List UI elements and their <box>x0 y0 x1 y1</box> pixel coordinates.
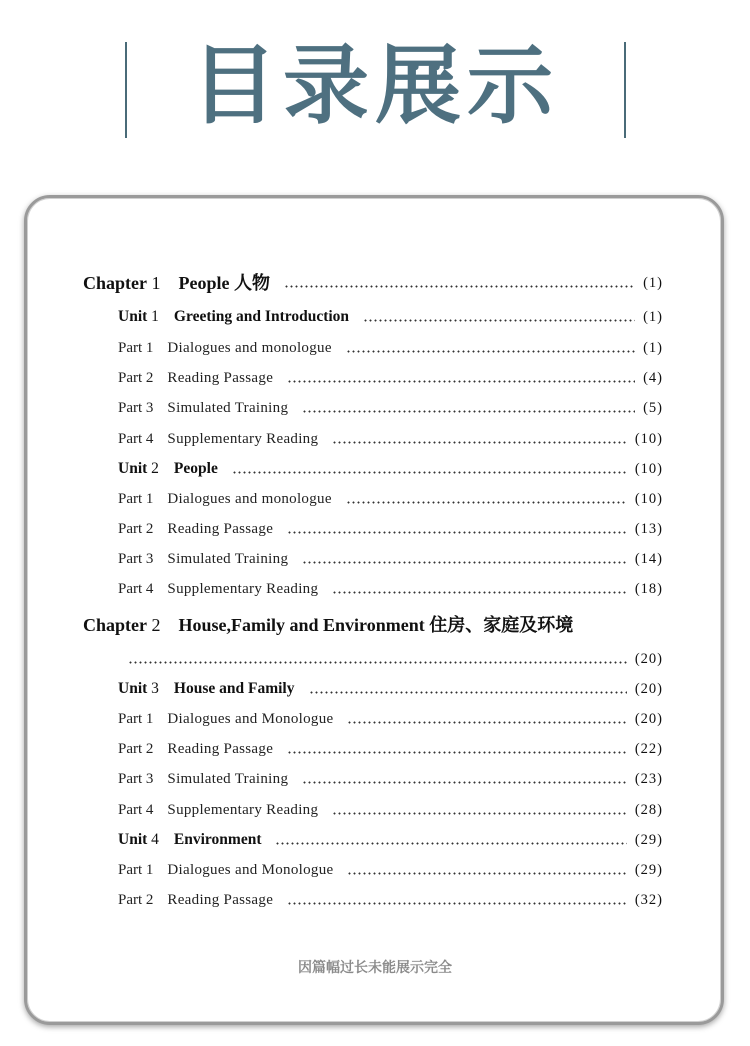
toc-entry <box>0 707 750 731</box>
toc-entry-kind: Unit <box>118 831 148 848</box>
toc-leader-dots <box>287 751 627 754</box>
toc-page-number: (10) <box>634 461 663 477</box>
toc-entry <box>0 798 750 822</box>
toc-entry <box>0 457 750 481</box>
toc-entry-kind: Unit <box>118 460 148 477</box>
toc-entry-number: 1 <box>147 308 159 325</box>
toc-entry <box>0 336 750 360</box>
toc-entry <box>0 828 750 852</box>
toc-page-number: (1) <box>643 275 663 291</box>
toc-leader-dots <box>332 812 627 815</box>
toc-entry-title: Dialogues and Monologue <box>167 862 334 878</box>
toc-page-number: (18) <box>634 581 663 597</box>
toc-entry <box>0 613 750 637</box>
toc-page-number: (5) <box>643 400 663 416</box>
toc-leader-dots <box>309 691 627 694</box>
toc-entry <box>0 647 750 671</box>
toc-entry-label <box>118 858 333 882</box>
toc-entry <box>0 677 750 701</box>
toc-leader-dots <box>347 872 626 875</box>
toc-entry <box>0 888 750 912</box>
toc-page-number: (14) <box>634 551 663 567</box>
toc-entry-number: 3 <box>147 680 159 697</box>
toc-entry-label <box>118 547 288 571</box>
toc-leader-dots <box>363 319 635 322</box>
toc-entry <box>0 487 750 511</box>
toc-entry-kind: Unit <box>118 680 148 697</box>
toc-entry-label <box>83 271 270 295</box>
toc-entry-title: Dialogues and monologue <box>167 491 332 507</box>
toc-leader-dots <box>302 410 635 413</box>
toc-entry-label <box>118 336 332 360</box>
toc-entry-title: Simulated Training <box>167 771 289 787</box>
toc-entry-title: People <box>173 460 218 477</box>
toc-entry-label <box>118 828 261 852</box>
toc-entry-title: Simulated Training <box>167 551 289 567</box>
page-title: 目录展示 <box>191 36 559 136</box>
toc-entry-kind: Part 3 <box>118 551 154 567</box>
toc-entry-label <box>118 396 288 420</box>
toc-leader-dots <box>287 380 635 383</box>
toc-entry <box>0 271 750 295</box>
toc-page-number: (20) <box>634 711 663 727</box>
toc-entry-kind: Part 1 <box>118 340 154 356</box>
toc-entry-kind: Part 3 <box>118 771 154 787</box>
toc-entry-title: Greeting and Introduction <box>173 308 350 325</box>
toc-entry-kind: Chapter <box>83 273 147 293</box>
toc-page-number: (20) <box>634 681 663 697</box>
toc-leader-dots <box>346 501 627 504</box>
toc-page-number: (13) <box>634 521 663 537</box>
toc-entry-label <box>118 487 332 511</box>
toc-page-number: (32) <box>634 892 663 908</box>
toc-entry-title: Environment <box>173 831 262 848</box>
toc-entry-label <box>118 305 349 329</box>
toc-leader-dots <box>287 902 627 905</box>
toc-entry <box>0 427 750 451</box>
toc-page-number: (20) <box>634 651 663 667</box>
toc-entry-kind: Part 2 <box>118 741 154 757</box>
toc-entry <box>0 737 750 761</box>
toc-entry-title: Reading Passage <box>167 892 274 908</box>
toc-entry-kind: Unit <box>118 308 148 325</box>
toc-entry-title: Dialogues and monologue <box>167 340 332 356</box>
toc-page-number: (22) <box>634 741 663 757</box>
toc-leader-dots <box>302 561 627 564</box>
toc-page-number: (29) <box>634 832 663 848</box>
toc-entry-kind: Part 4 <box>118 581 154 597</box>
toc-entry-number: 2 <box>147 460 159 477</box>
toc-entry <box>0 577 750 601</box>
toc-entry-label <box>118 577 318 601</box>
toc-entry <box>0 547 750 571</box>
toc-page-number: (10) <box>634 491 663 507</box>
toc-entry-title: Reading Passage <box>167 370 274 386</box>
toc-entry-kind: Part 3 <box>118 400 154 416</box>
toc-entry-title: Reading Passage <box>167 741 274 757</box>
toc-leader-dots <box>284 285 635 288</box>
toc-entry-label <box>118 737 273 761</box>
toc-entry <box>0 366 750 390</box>
toc-entry-number: 4 <box>147 831 159 848</box>
toc-entry <box>0 767 750 791</box>
toc-entry-label <box>118 457 218 481</box>
toc-entry-label <box>118 767 288 791</box>
toc-leader-dots <box>332 441 627 444</box>
toc-leader-dots <box>346 350 635 353</box>
toc-entry-kind: Part 1 <box>118 491 154 507</box>
toc-page-number: (23) <box>634 771 663 787</box>
toc-page-number: (1) <box>643 340 663 356</box>
toc-entry <box>0 305 750 329</box>
toc-entry-kind: Part 1 <box>118 711 154 727</box>
toc-entry-label <box>118 707 333 731</box>
toc-leader-dots <box>302 781 627 784</box>
toc-entry-title: People 人物 <box>178 273 270 293</box>
toc-entry-kind: Part 4 <box>118 802 154 818</box>
toc-page-number: (1) <box>643 309 663 325</box>
toc-page-number: (10) <box>634 431 663 447</box>
toc-leader-dots <box>287 531 627 534</box>
toc-entry-kind: Part 2 <box>118 521 154 537</box>
toc-entry-label <box>118 517 273 541</box>
toc-leader-dots <box>232 471 627 474</box>
toc-leader-dots <box>332 591 627 594</box>
toc-entry-kind: Chapter <box>83 615 147 635</box>
toc-entry <box>0 858 750 882</box>
toc-entry-title: Supplementary Reading <box>167 802 319 818</box>
toc-entry-label <box>118 888 273 912</box>
toc-leader-dots <box>347 721 626 724</box>
toc-entry-title: House and Family <box>173 680 295 697</box>
toc-entry-title: Dialogues and Monologue <box>167 711 334 727</box>
toc-entry-label <box>118 798 318 822</box>
toc-entry-kind: Part 2 <box>118 370 154 386</box>
toc-leader-dots <box>128 661 627 664</box>
toc-entry-label <box>83 613 573 637</box>
toc-entry-title: Simulated Training <box>167 400 289 416</box>
toc-entry-kind: Part 2 <box>118 892 154 908</box>
toc-leader-dots <box>275 842 626 845</box>
toc-page-number: (4) <box>643 370 663 386</box>
toc-entry-title: Reading Passage <box>167 521 274 537</box>
toc-entry <box>0 517 750 541</box>
toc-entry-number: 2 <box>147 615 161 635</box>
toc-entry-title: Supplementary Reading <box>167 581 319 597</box>
toc-entry-number: 1 <box>147 273 161 293</box>
toc-page-number: (29) <box>634 862 663 878</box>
toc-entry-title: House,Family and Environment 住房、家庭及环境 <box>178 615 574 635</box>
toc-entry-label <box>118 677 295 701</box>
toc-entry-label <box>118 366 273 390</box>
toc-entry-kind: Part 1 <box>118 862 154 878</box>
toc-page-number: (28) <box>634 802 663 818</box>
toc-entry-kind: Part 4 <box>118 431 154 447</box>
footer-note: 因篇幅过长未能展示完全 <box>298 960 452 976</box>
toc-entry <box>0 396 750 420</box>
toc-entry-title: Supplementary Reading <box>167 431 319 447</box>
toc-entry-label <box>118 427 318 451</box>
